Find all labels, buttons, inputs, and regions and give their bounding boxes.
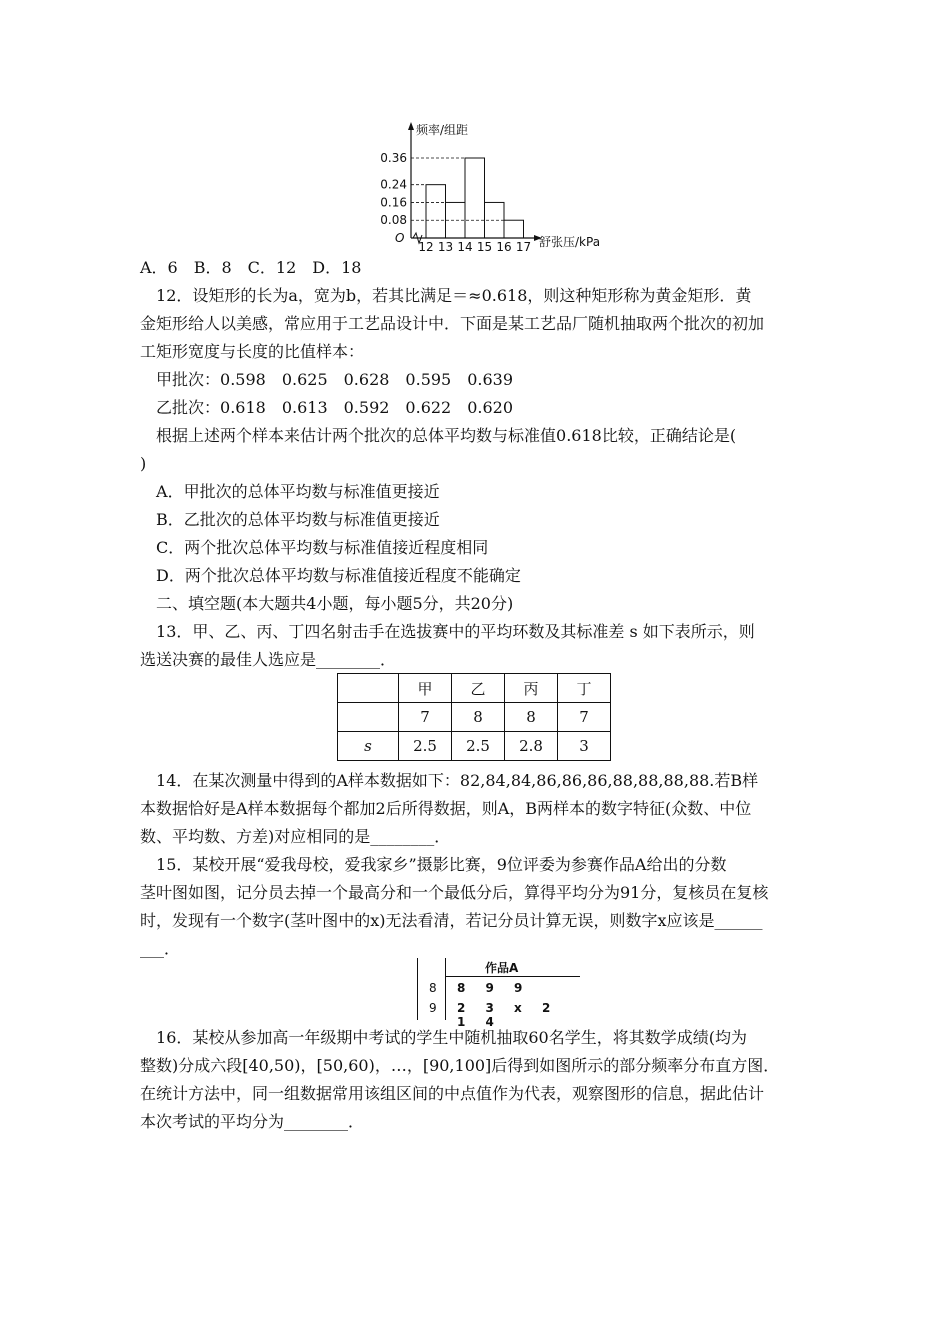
q12-batch-jia: 甲批次：0.598 0.625 0.628 0.595 0.639 — [156, 370, 514, 389]
q16-line1: 16．某校从参加高一年级期中考试的学生中随机抽取60名学生，将其数学成绩(均为 — [156, 1028, 747, 1047]
x-tick-label: 17 — [515, 240, 532, 254]
stem-rule-left — [417, 958, 418, 1020]
q15-line3: 时，发现有一个数字(茎叶图中的x)无法看清，若记分员计算无误，则数字x应该是______ — [140, 911, 763, 930]
leaves-8: 8 9 9 — [457, 981, 531, 995]
q13-line2: 选送决赛的最佳人选应是________． — [140, 650, 397, 669]
table-cell: 2.5 — [452, 732, 505, 761]
table-cell: 7 — [399, 703, 452, 732]
table-row-s — [338, 732, 611, 761]
y-tick-label: 0.24 — [380, 177, 407, 192]
y-tick-label: 0.16 — [380, 195, 407, 210]
q15-line2: 茎叶图如图，记分员去掉一个最高分和一个最低分后，算得平均分为91分，复核员在复核 — [140, 883, 769, 902]
q12-text-line2: 金矩形给人以美感，常应用于工艺品设计中．下面是某工艺品厂随机抽取两个批次的初加 — [140, 314, 765, 333]
leaves-9: 2 3 x 2 1 4 — [457, 1001, 559, 1029]
q11-options: A．6 B．8 C．12 D．18 — [140, 258, 362, 277]
stem-rule-right — [445, 958, 446, 1020]
table-cell: 2.5 — [399, 732, 452, 761]
q16-line3: 在统计方法中，同一组数据常用该组区间的中点值作为代表，观察图形的信息，据此估计 — [140, 1084, 765, 1103]
stem-8: 8 — [429, 981, 437, 995]
table-cell — [338, 674, 399, 703]
table-cell: 8 — [452, 703, 505, 732]
q14-line1: 14．在某次测量中得到的A样本数据如下：82,84,84,86,86,86,88,88,88,88.若B样 — [156, 771, 759, 790]
q15-line1: 15．某校开展“爱我母校，爱我家乡”摄影比赛，9位评委为参赛作品A给出的分数 — [156, 855, 727, 874]
x-tick-label: 14 — [457, 240, 473, 254]
x-tick-label: 12 — [418, 240, 434, 254]
table-cell: s — [338, 732, 399, 761]
q12-question-line2: ) — [140, 454, 147, 473]
histogram-bar — [504, 220, 524, 238]
q12-question-line1: 根据上述两个样本来估计两个批次的总体平均数与标准值0.618比较，正确结论是( — [156, 426, 737, 445]
y-tick-label: 0.08 — [380, 213, 407, 228]
q16-line4: 本次考试的平均分为________． — [140, 1112, 365, 1131]
q16-line2: 整数)分成六段[40,50)，[50,60)，…，[90,100]后得到如图所示的部分频率分布直方图． — [140, 1056, 780, 1075]
q12-option-d: D．两个批次总体平均数与标准值接近程度不能确定 — [156, 566, 521, 585]
table-cell: 丁 — [558, 674, 611, 703]
q12-text-line3: 工矩形宽度与长度的比值样本： — [140, 342, 365, 361]
section2-heading: 二、填空题(本大题共4小题，每小题5分，共20分) — [156, 594, 514, 613]
blood-pressure-histogram — [370, 120, 630, 255]
stem-caption-rule — [445, 976, 580, 977]
x-tick-label: 15 — [476, 240, 493, 254]
table-cell: 丙 — [505, 674, 558, 703]
table-cell: 3 — [558, 732, 611, 761]
histogram-bar — [465, 158, 485, 238]
table-cell — [338, 703, 399, 732]
stem-9: 9 — [429, 1001, 437, 1015]
histogram-bar — [426, 185, 446, 238]
q12-batch-yi: 乙批次：0.618 0.613 0.592 0.622 0.620 — [156, 398, 514, 417]
stem-leaf-plot — [405, 958, 585, 1029]
q12-option-a: A．甲批次的总体平均数与标准值更接近 — [156, 482, 440, 501]
q12-text-line1: 12．设矩形的长为a，宽为b，若其比满足＝≈0.618，则这种矩形称为黄金矩形．黄 — [156, 286, 752, 305]
table-cell: 8 — [505, 703, 558, 732]
x-tick-label: 13 — [437, 240, 454, 254]
q12-option-b: B．乙批次的总体平均数与标准值更接近 — [156, 510, 440, 529]
table-cell: 2.8 — [505, 732, 558, 761]
table-cell: 甲 — [399, 674, 452, 703]
y-axis-label: 频率/组距 — [416, 123, 469, 137]
table-cell: 7 — [558, 703, 611, 732]
origin-label: O — [395, 231, 405, 245]
table-header-row — [338, 674, 611, 703]
q15-line4: ___． — [140, 939, 181, 958]
x-tick-label: 16 — [496, 240, 512, 254]
x-axis-label: 舒张压/kPa — [539, 235, 601, 249]
q14-line3: 数、平均数、方差)对应相同的是________． — [140, 827, 451, 846]
table-row-mean — [338, 703, 611, 732]
q14-line2: 本数据恰好是A样本数据每个都加2后所得数据，则A，B两样本的数字特征(众数、中位 — [140, 799, 752, 818]
table-cell: 乙 — [452, 674, 505, 703]
y-axis-arrow — [408, 122, 414, 130]
stem-leaf-caption: 作品A — [485, 961, 519, 975]
q12-option-c: C．两个批次总体平均数与标准值接近程度相同 — [156, 538, 489, 557]
shooter-stats-table — [337, 673, 611, 761]
q13-line1: 13．甲、乙、丙、丁四名射击手在选拔赛中的平均环数及其标准差 s 如下表所示，则 — [156, 622, 755, 641]
y-tick-label: 0.36 — [380, 151, 407, 165]
